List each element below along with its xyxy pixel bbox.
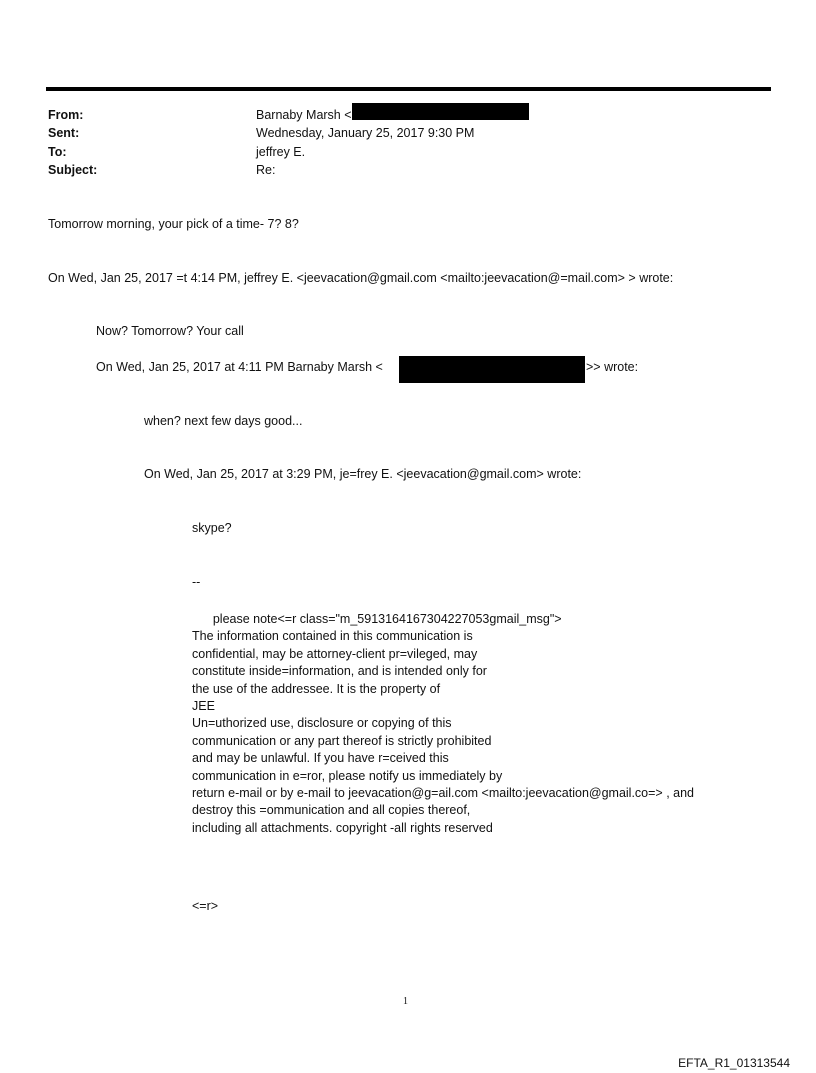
quote1-text: Now? Tomorrow? Your call xyxy=(96,324,244,338)
subject-label: Subject: xyxy=(48,163,98,177)
quote2-header-suffix: >> wrote: xyxy=(586,360,639,374)
disclaimer-line: please note<=r class="m_5913164167304227053gmail_msg"> xyxy=(192,612,562,626)
reply-text: Tomorrow morning, your pick of a time- 7? 8? xyxy=(48,217,299,231)
to-value: jeffrey E. xyxy=(256,145,306,159)
disclaimer-line: Un=uthorized use, disclosure or copying of this xyxy=(192,716,452,731)
quote1-header: On Wed, Jan 25, 2017 =t 4:14 PM, jeffrey E. <jeevacation@gmail.com <mailto:jeevacation@=mail.com> > wrote: xyxy=(48,271,674,285)
disclaimer-block xyxy=(192,611,694,837)
redaction-box xyxy=(352,103,529,120)
disclaimer-line: The information contained in this communication is xyxy=(192,629,473,644)
trailing-tag: <=r> xyxy=(192,899,219,913)
disclaimer-line: communication in e=ror, please notify us immediately by xyxy=(192,768,503,783)
from-value: Barnaby Marsh < xyxy=(256,108,352,122)
from-label: From: xyxy=(48,108,84,122)
quote2-text: when? next few days good... xyxy=(144,414,303,428)
quote3-text: skype? xyxy=(192,521,232,535)
disclaimer-line: confidential, may be attorney-client pr=vileged, may xyxy=(192,646,478,661)
quote3-header: On Wed, Jan 25, 2017 at 3:29 PM, je=frey E. <jeevacation@gmail.com> wrote: xyxy=(144,467,582,481)
signature-separator: -- xyxy=(192,575,201,589)
disclaimer-line: constitute inside=information, and is intended only for xyxy=(192,664,487,679)
disclaimer-line: return e-mail or by e-mail to jeevacation@g=ail.com <mailto:jeevacation@gmail.co=> , and xyxy=(192,786,695,801)
sent-value: Wednesday, January 25, 2017 9:30 PM xyxy=(256,126,475,140)
disclaimer-line: and may be unlawful. If you have r=ceived this xyxy=(192,751,449,766)
header-rule xyxy=(46,87,771,91)
sent-label: Sent: xyxy=(48,126,80,140)
document-id: EFTA_R1_01313544 xyxy=(678,1056,790,1070)
quote2-header-prefix: On Wed, Jan 25, 2017 at 4:11 PM Barnaby Marsh < xyxy=(96,360,383,374)
disclaimer-line: JEE xyxy=(192,699,215,714)
redaction-box xyxy=(399,356,585,383)
disclaimer-line: the use of the addressee. It is the property of xyxy=(192,681,441,696)
subject-value: Re: xyxy=(256,163,276,177)
page-number: 1 xyxy=(403,996,408,1007)
disclaimer-line: communication or any part thereof is strictly prohibited xyxy=(192,733,492,748)
disclaimer-line: destroy this =ommunication and all copies thereof, xyxy=(192,803,471,818)
disclaimer-line: including all attachments. copyright -all rights reserved xyxy=(192,820,493,835)
to-label: To: xyxy=(48,145,67,159)
